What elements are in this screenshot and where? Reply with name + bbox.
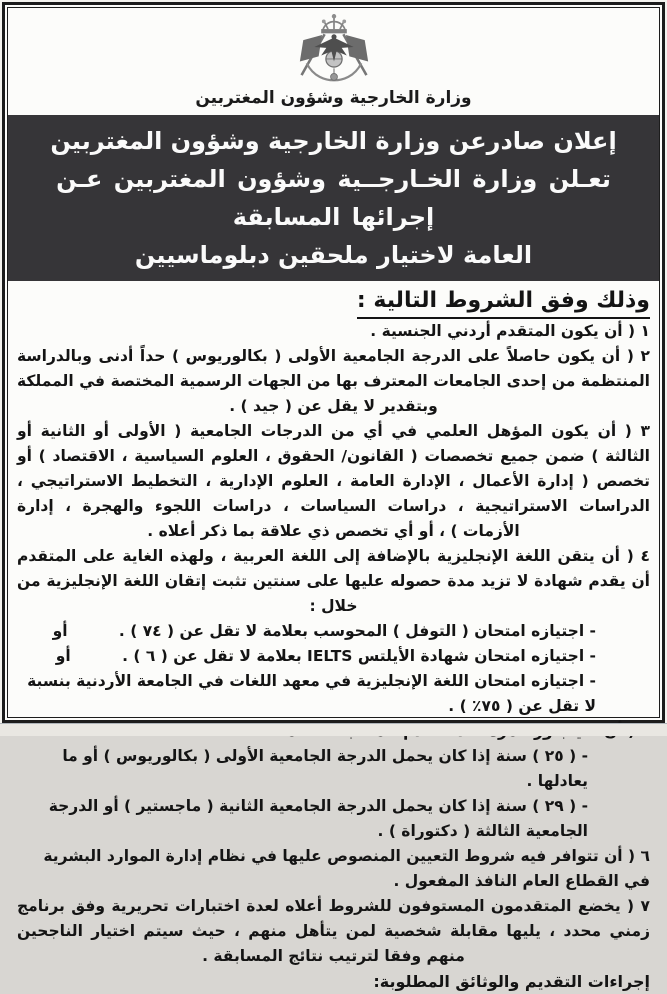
- item-paren: ): [626, 347, 634, 365]
- masthead: [8, 12, 659, 84]
- age-text: - ( ٢٩ ) سنة إذا كان يحمل الدرجة الجامعية الثانية ( ماجستير ) أو الدرجة الجامعية الثالثة ( دكتوراة ) .: [48, 797, 588, 840]
- item-paren: ): [628, 322, 636, 340]
- jordan-coat-of-arms-icon: [274, 12, 394, 82]
- item-number: ٤: [640, 547, 651, 565]
- procedures-heading: إجراءات التقديم والوثائق المطلوبة:: [373, 972, 650, 991]
- banner-line-3: العامة لاختيار ملحقين دبلوماسيين: [134, 241, 533, 269]
- test-text: - اجتيازه امتحان شهادة الأيلتس IELTS بعلامة لا تقل عن ( ٦ ) .: [122, 647, 596, 665]
- condition-item-3: [17, 419, 650, 544]
- page-bottom-edge: [0, 723, 667, 736]
- condition-item-6: [17, 844, 650, 894]
- item-text: أن تتوافر فيه شروط التعيين المنصوص عليها في نظام إدارة الموارد البشرية في القطاع العام النافذ المفعول .: [43, 847, 650, 890]
- condition-item-7: [17, 894, 650, 969]
- test-text: - اجتيازه امتحان اللغة الإنجليزية في معهد اللغات في الجامعة الأردنية بنسبة لا تقل عن ( ٧٥٪ ) .: [27, 672, 596, 715]
- age-text: - ( ٢٥ ) سنة إذا كان يحمل الدرجة الجامعية الأولى ( بكالوريوس ) أو ما يعادلها .: [62, 747, 588, 790]
- banner-line-1: إعلان صادرعن وزارة الخارجية وشؤون المغتربين: [50, 127, 617, 155]
- item-number: ٣: [640, 422, 650, 440]
- or-label: أو: [52, 622, 68, 640]
- item-number: ٢: [640, 347, 650, 365]
- item-text: أن يتقن اللغة الإنجليزية بالإضافة إلى اللغة العربية ، ولهذه الغاية على المتقدم أن يقدم شهادة لا تزيد مدة حصوله عليها على سنتين تثبت إتقان اللغة الإنجليزية من خلال :: [17, 547, 650, 615]
- test-text: - اجتيازه امتحان ( التوفل ) المحوسب بعلامة لا تقل عن ( ٧٤ ) .: [118, 622, 596, 640]
- condition-item-2: [17, 344, 650, 419]
- english-test-option-ielts: [17, 644, 650, 669]
- item-paren: ): [626, 547, 634, 565]
- age-limit-master-phd: [17, 794, 650, 844]
- banner-line-2: تعـلن وزارة الخـارجــية وشؤون المغتربين عـن إجرائها المسابقة: [56, 165, 611, 231]
- announcement-banner: [8, 115, 659, 281]
- ministry-name: وزارة الخارجية وشؤون المغتربين: [195, 88, 472, 108]
- conditions-section: [8, 286, 659, 994]
- inner-frame: [7, 7, 660, 991]
- condition-item-1: [17, 319, 650, 344]
- conditions-heading: وذلك وفق الشروط التالية :: [17, 286, 650, 319]
- item-number: ٧: [640, 897, 650, 915]
- item-paren: ): [627, 897, 635, 915]
- item-text: يخضع المتقدمون المستوفون للشروط أعلاه لعدة اختبارات تحريرية وفق برنامج زمني محدد ، يليها مقابلة شخصية لمن يتأهل منهم ، حيث سيتم اختيار الناجحين منهم وفقا لترتيب نتائج المسابقة .: [17, 897, 650, 965]
- english-test-option-ju-institute: [17, 669, 650, 719]
- item-paren: ): [628, 847, 636, 865]
- item-number: ١: [640, 322, 650, 340]
- item-text: أن يكون حاصلاً على الدرجة الجامعية الأولى ( بكالوريوس ) حداً أدنى وبالدراسة المنتظمة من إحدى الجامعات المعترف بها من الجهات الرسمية المختصة في المملكة وبتقدير لا يقل عن ( جيد ) .: [17, 347, 650, 415]
- age-limit-bachelor: [17, 744, 650, 794]
- english-test-option-toefl: [17, 619, 650, 644]
- item-paren: ): [624, 422, 632, 440]
- item-number: ٦: [640, 847, 650, 865]
- page-frame: [2, 2, 665, 991]
- item-text: أن يكون المؤهل العلمي في أي من الدرجات الجامعية ( الأولى أو الثانية أو الثالثة ) ضمن جميع تخصصات ( القانون/ الحقوق ، العلوم السياسية ، الاقتصاد ) أو تخصص ( إدارة الأعمال ، الإدارة العامة ، العلوم الإدارية ، التخطيط الاستراتيجي ، الدراسات الاستراتيجية ، دراسات السياسات ، دراسات اللجوء والهجرة ، إدارة الأزمات ) ، أو أي تخصص ذي علاقة بما ذكر أعلاه .: [17, 422, 650, 540]
- or-label: أو: [55, 647, 71, 665]
- condition-item-4: [17, 544, 650, 619]
- item-text: أن يكون المتقدم أردني الجنسية .: [370, 322, 623, 340]
